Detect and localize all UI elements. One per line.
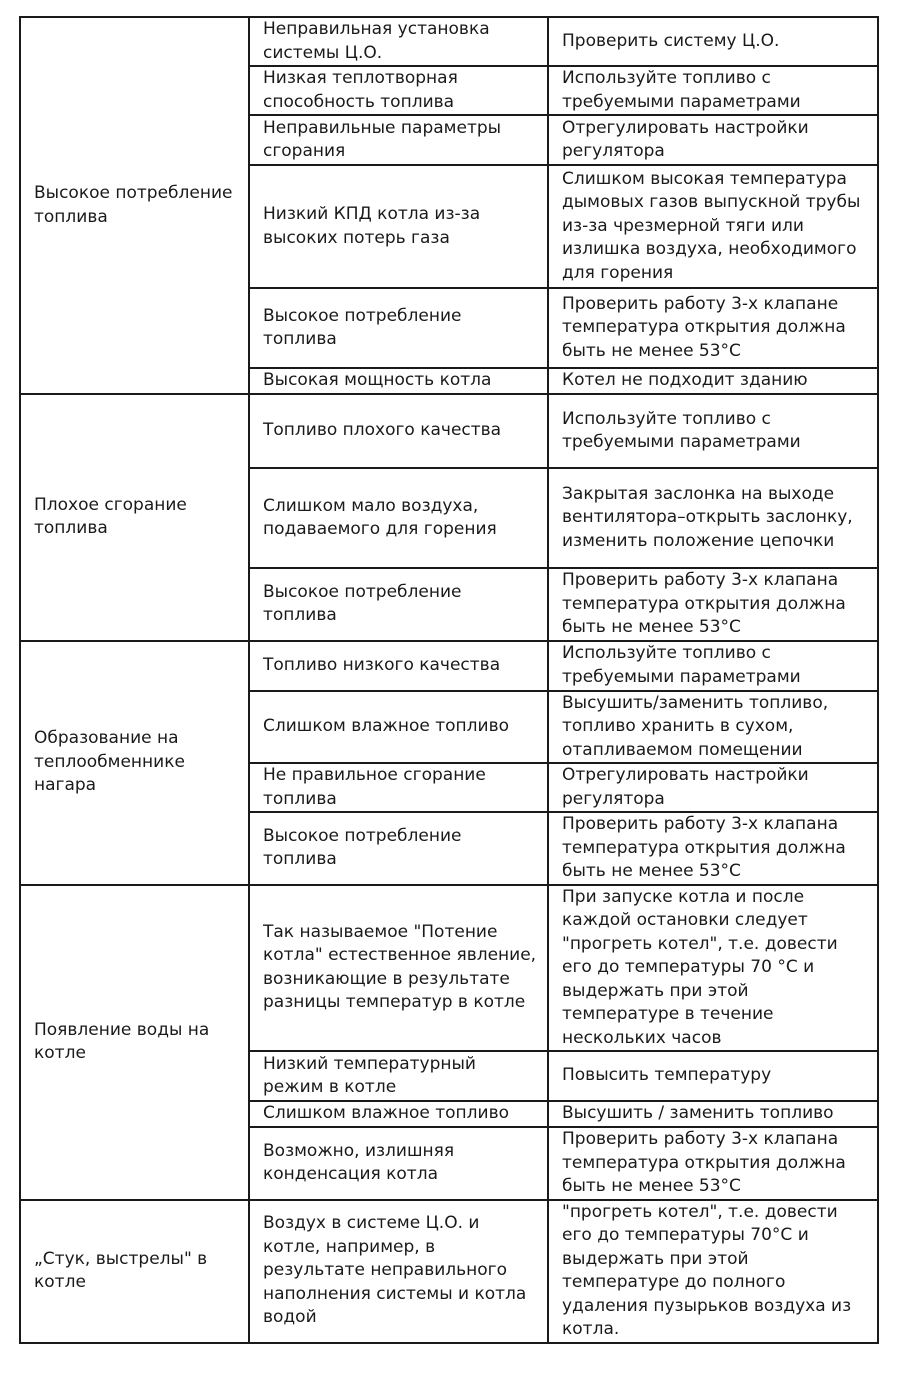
problem-cell: Появление воды на котле	[20, 885, 249, 1200]
cause-cell: Не правильное сгорание топлива	[249, 763, 548, 812]
remedy-cell: Повысить температуру	[548, 1051, 878, 1101]
remedy-cell: Используйте топливо с требуемыми параметрами	[548, 66, 878, 115]
remedy-cell: Проверить работу 3-х клапана температура открытия должна быть не менее 53°С	[548, 1127, 878, 1200]
cause-cell: Высокое потребление топлива	[249, 568, 548, 641]
table-row	[20, 1200, 878, 1343]
remedy-cell: Отрегулировать настройки регулятора	[548, 115, 878, 165]
remedy-cell: Используйте топливо с требуемыми параметрами	[548, 394, 878, 468]
remedy-cell: "прогреть котел", т.е. довести его до температуры 70°С и выдержать при этой температуре до полного удаления пузырьков воздуха из котла.	[548, 1200, 878, 1343]
cause-cell: Высокое потребление топлива	[249, 288, 548, 368]
cause-cell: Высокое потребление топлива	[249, 812, 548, 885]
remedy-cell: Проверить работу 3-х клапана температура открытия должна быть не менее 53°С	[548, 568, 878, 641]
cause-cell: Топливо плохого качества	[249, 394, 548, 468]
cause-cell: Слишком влажное топливо	[249, 1101, 548, 1127]
table-row	[20, 17, 878, 66]
problem-cell: Высокое потребление топлива	[20, 17, 249, 394]
cause-cell: Неправильные параметры сгорания	[249, 115, 548, 165]
remedy-cell: Проверить работу 3-х клапана температура открытия должна быть не менее 53°С	[548, 812, 878, 885]
remedy-cell: Закрытая заслонка на выходе вентилятора–открыть заслонку, изменить положение цепочки	[548, 468, 878, 568]
remedy-cell: При запуске котла и после каждой остановки следует "прогреть котел", т.е. довести его до температуры 70 °С и выдержать при этой температуре в течение нескольких часов	[548, 885, 878, 1052]
table-row	[20, 641, 878, 691]
remedy-cell: Проверить работу 3-х клапане температура открытия должна быть не менее 53°С	[548, 288, 878, 368]
problem-cell: Плохое сгорание топлива	[20, 394, 249, 641]
table-row	[20, 394, 878, 468]
remedy-cell: Котел не подходит зданию	[548, 368, 878, 394]
remedy-cell: Используйте топливо с требуемыми параметрами	[548, 641, 878, 691]
troubleshooting-table	[19, 16, 879, 1344]
cause-cell: Низкая теплотворная способность топлива	[249, 66, 548, 115]
remedy-cell: Отрегулировать настройки регулятора	[548, 763, 878, 812]
cause-cell: Высокая мощность котла	[249, 368, 548, 394]
remedy-cell: Высушить/заменить топливо, топливо хранить в сухом, отапливаемом помещении	[548, 691, 878, 764]
cause-cell: Слишком мало воздуха, подаваемого для горения	[249, 468, 548, 568]
problem-cell: Образование на теплообменнике нагара	[20, 641, 249, 885]
cause-cell: Слишком влажное топливо	[249, 691, 548, 764]
cause-cell: Так называемое "Потение котла" естественное явление, возникающие в результате разницы температур в котле	[249, 885, 548, 1052]
cause-cell: Низкий КПД котла из-за высоких потерь газа	[249, 165, 548, 288]
cause-cell: Неправильная установка системы Ц.О.	[249, 17, 548, 66]
table-row	[20, 885, 878, 1052]
cause-cell: Низкий температурный режим в котле	[249, 1051, 548, 1101]
remedy-cell: Высушить / заменить топливо	[548, 1101, 878, 1127]
cause-cell: Воздух в системе Ц.О. и котле, например, в результате неправильного наполнения системы и котла водой	[249, 1200, 548, 1343]
cause-cell: Возможно, излишняя конденсация котла	[249, 1127, 548, 1200]
remedy-cell: Проверить систему Ц.О.	[548, 17, 878, 66]
problem-cell: „Стук, выстрелы" в котле	[20, 1200, 249, 1343]
remedy-cell: Слишком высокая температура дымовых газов выпускной трубы из-за чрезмерной тяги или излишка воздуха, необходимого для горения	[548, 165, 878, 288]
cause-cell: Топливо низкого качества	[249, 641, 548, 691]
